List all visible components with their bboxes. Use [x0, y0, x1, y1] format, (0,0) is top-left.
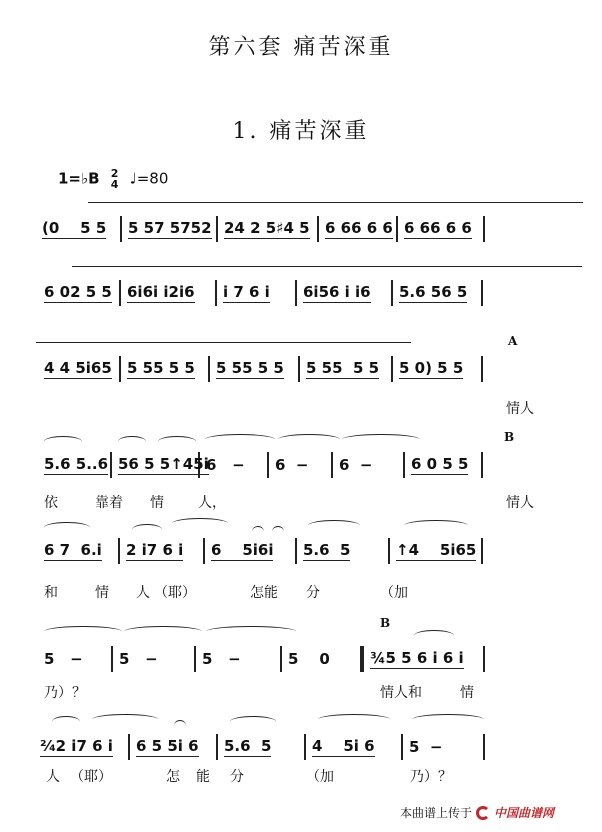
measure: 6i56 i i6	[297, 280, 393, 306]
measure: 5.6 5..6	[38, 452, 112, 478]
time-bottom: 4	[110, 178, 119, 191]
measure: ²⁄₄2 i7 6 i	[34, 734, 130, 760]
key-signature	[58, 168, 168, 190]
measure: 5 −	[403, 734, 485, 760]
lyric: 靠着	[95, 495, 123, 511]
lyric: 情	[150, 495, 164, 511]
measure: ↑4 5i65	[390, 538, 483, 564]
lyric: （加	[380, 585, 408, 601]
lyric: 情	[460, 685, 474, 701]
measure: 5 55 5 5	[210, 356, 300, 382]
measure: 5 55 5 5	[300, 356, 393, 382]
lyric: 人	[46, 769, 60, 785]
measure: 4 5i 6	[306, 734, 403, 760]
measure: 5.6 5	[297, 538, 390, 564]
lyric: 乃）？	[44, 685, 86, 701]
measure: 6 −	[333, 452, 405, 478]
measure: 6 66 6 6	[319, 216, 398, 242]
lyric: 情	[95, 585, 109, 601]
measure: 6 02 5 5	[38, 280, 121, 306]
lyric: 人，	[198, 495, 226, 511]
system-4	[0, 430, 602, 482]
measure: 6 5i6i	[205, 538, 297, 564]
site-logo-icon	[476, 806, 490, 820]
measure: 4 4 5i65	[38, 356, 121, 382]
measure: 5 0) 5 5	[393, 356, 483, 382]
section-mark: B	[504, 430, 515, 444]
lyric: 情人和	[380, 685, 422, 701]
lyric: 和	[44, 585, 58, 601]
system-7	[0, 734, 602, 764]
measure: 5 57 5752	[122, 216, 218, 242]
measure: 6 −	[200, 452, 269, 478]
footer	[400, 804, 554, 821]
lyric: 能	[196, 769, 210, 785]
footer-text: 本曲谱上传于	[400, 806, 473, 820]
lyric: （耶）	[154, 585, 196, 601]
lyric: 乃）？	[410, 769, 452, 785]
tempo: ♩=80	[129, 169, 169, 188]
lyric: 分	[306, 585, 320, 601]
measure: 6 7 6.i	[38, 538, 120, 564]
system-1	[0, 216, 602, 246]
measure: 2 i7 6 i	[120, 538, 205, 564]
measure: 6 −	[269, 452, 333, 478]
measure: i 7 6 i	[217, 280, 297, 306]
measure: 56 5 5↑45i	[112, 452, 200, 478]
lyric: 依	[44, 495, 58, 511]
song-title: 1. 痛苦深重	[232, 119, 370, 144]
measure: 5.6 56 5	[393, 280, 483, 306]
lyric: 分	[230, 769, 244, 785]
measure: 6 66 6 6	[398, 216, 485, 242]
suite-title: 第六套 痛苦深重	[208, 35, 394, 60]
system-6	[0, 616, 602, 676]
measure: 5 −	[113, 646, 196, 672]
measure: 6 5 5i 6	[130, 734, 218, 760]
key: 1=♭B	[58, 169, 100, 188]
measure: 24 2 5♯4 5	[218, 216, 319, 242]
lyric: 情人	[506, 401, 534, 417]
measure: (0 5 5	[36, 216, 122, 242]
lyric: 怎能	[250, 585, 278, 601]
measure: 5 −	[38, 646, 113, 672]
site-logo[interactable]: 中国曲谱网	[494, 806, 555, 820]
system-2	[0, 280, 602, 310]
measure: 6i6i i2i6	[121, 280, 217, 306]
system-3	[0, 334, 602, 386]
lyric: 人	[136, 585, 150, 601]
measure: 5 −	[196, 646, 282, 672]
measure: 5 55 5 5	[121, 356, 210, 382]
lyric: 怎	[166, 769, 180, 785]
measure: 5 0	[282, 646, 362, 672]
system-5	[0, 538, 602, 568]
lyric: （加	[306, 769, 334, 785]
time-signature	[111, 168, 119, 190]
lyric: 情人	[506, 495, 534, 511]
measure: 5.6 5	[218, 734, 306, 760]
measure: 6 0 5 5	[405, 452, 483, 478]
section-mark: A	[508, 334, 518, 348]
measure: ¾5 5 6 i 6 i	[362, 646, 485, 672]
time-top: 2	[110, 167, 119, 180]
lyric: （耶）	[70, 769, 112, 785]
section-mark: B	[380, 616, 391, 630]
